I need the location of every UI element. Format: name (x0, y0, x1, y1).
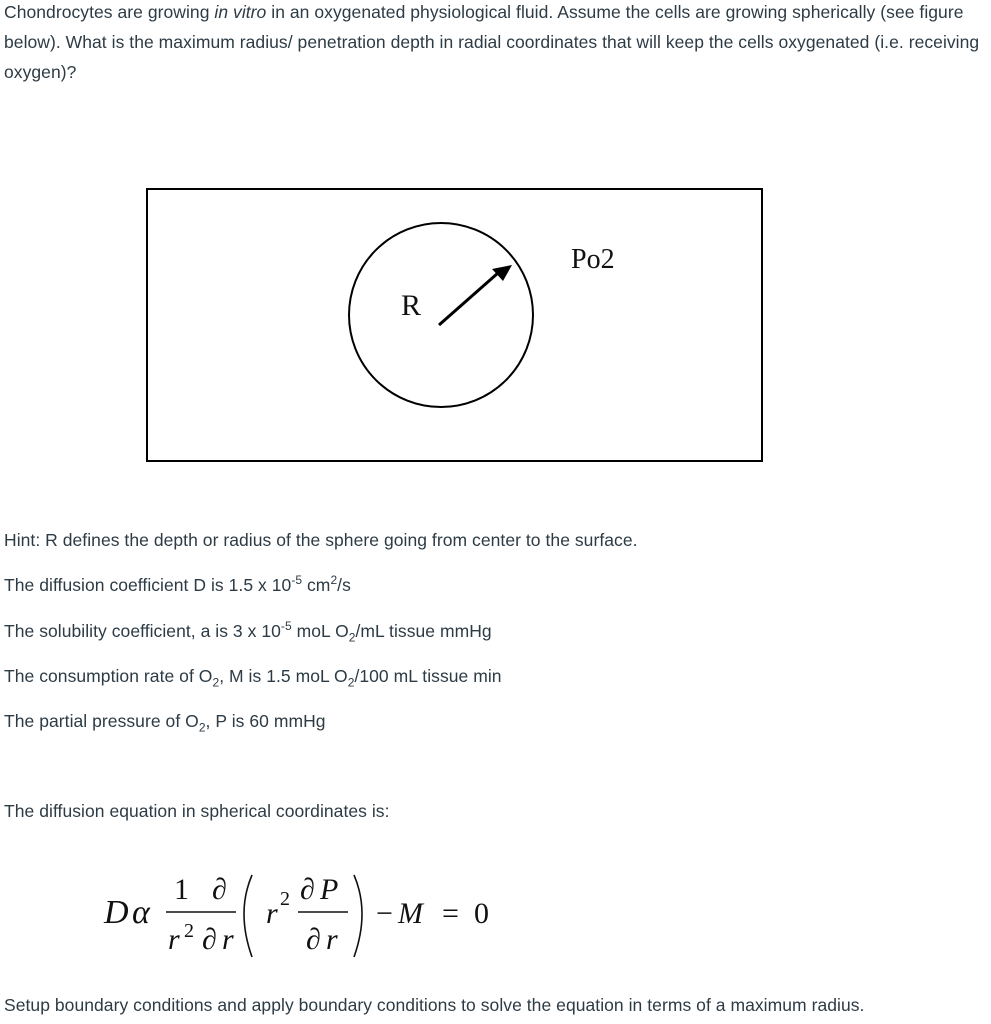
question-part-2: in an oxygenated physiological fluid. Assume the cells are growing spherically (see figure below). What is the maximum radius/ penetration depth in radial coordinates that will keep the cells oxygenated (i.e. receiving oxygen)? (4, 2, 980, 82)
partial-pressure-line: The partial pressure of $O_2$, P is 60 mmHg (4, 711, 326, 735)
question-part-1: Chondrocytes are growing (4, 2, 215, 22)
closing-instruction: Setup boundary conditions and apply boundary conditions to solve the equation in terms of a maximum radius. (4, 995, 865, 1015)
eq-r-mid: r (266, 897, 278, 930)
consumption-rate-line: The consumption rate of $O_2$, M is 1.5 moL $O_2/100$ mL tissue min (4, 666, 502, 690)
eq-r-denominator: r (326, 923, 338, 956)
eq-partial-P-d: ∂ (300, 873, 315, 906)
radius-arrow-shaft (439, 273, 498, 325)
eq-partial-r-d: ∂ (306, 923, 321, 956)
solubility-coefficient-line: The solubility coefficient, a is 3 x $10^{-5}$ moL $O_2/mL$ tissue mmHg (4, 619, 492, 645)
eq-zero: 0 (474, 897, 489, 930)
diffusion-coefficient-line: The diffusion coefficient D is 1.5 x $10^{-5}$ $cm^2/s$ (4, 573, 351, 595)
eq-P: P (320, 873, 339, 906)
eq-r-bottom: r (168, 923, 180, 956)
eq-left-paren (244, 875, 252, 957)
eq-r-bottom-2: r (222, 923, 234, 956)
eq-two-mid: 2 (280, 888, 290, 910)
radius-arrow-head (492, 265, 512, 281)
eq-two-bottom: 2 (184, 920, 194, 942)
hint-text: Hint: R defines the depth or radius of the sphere going from center to the surface. (4, 530, 638, 550)
eq-partial-top: ∂ (212, 873, 227, 906)
fluid-box (147, 189, 762, 461)
eq-one: 1 (174, 873, 189, 906)
cell-sphere (349, 223, 533, 407)
eq-alpha: α (132, 894, 150, 931)
sphere-figure (146, 188, 763, 462)
eq-right-paren (354, 875, 362, 957)
eq-partial-bottom: ∂ (202, 923, 217, 956)
equation-intro: The diffusion equation in spherical coordinates is: (4, 801, 390, 821)
eq-D: D (104, 894, 129, 931)
eq-M: M (398, 897, 423, 930)
eq-minus: − (376, 897, 393, 930)
radius-label: R (401, 289, 422, 322)
in-vitro-italic: in vitro (214, 2, 267, 22)
diffusion-equation (100, 865, 520, 965)
question-text (4, 0, 986, 87)
eq-equals: = (442, 897, 459, 930)
po2-label: Po2 (571, 244, 615, 275)
